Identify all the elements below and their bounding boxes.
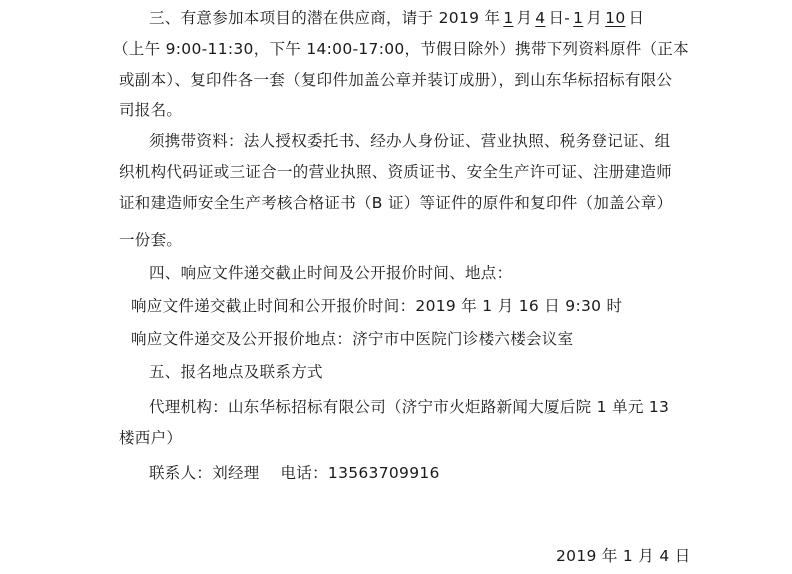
section4-deadline: 响应文件递交截止时间和公开报价时间：2019 年 1 月 16 日 9:30 时 xyxy=(131,297,623,315)
section3-line1 xyxy=(149,8,644,28)
materials-line4: 一份套。 xyxy=(119,231,183,249)
month-char: 月 xyxy=(586,9,603,27)
date-separator: 日- xyxy=(548,9,571,27)
materials-line3: 证和建造师安全生产考核合格证书（B 证）等证件的原件和复印件（加盖公章） xyxy=(119,194,673,212)
agency-line2: 楼西户） xyxy=(119,429,183,447)
end-day: 10 xyxy=(605,9,626,27)
contact-line: 联系人：刘经理 电话：13563709916 xyxy=(149,464,440,482)
section5-heading: 五、报名地点及联系方式 xyxy=(149,363,323,381)
section3-line4: 司报名。 xyxy=(119,101,183,119)
end-month: 1 xyxy=(573,9,584,27)
start-day: 4 xyxy=(535,9,546,27)
section4-location: 响应文件递交及公开报价地点：济宁市中医院门诊楼六楼会议室 xyxy=(131,330,574,348)
materials-line1: 须携带资料：法人授权委托书、经办人身份证、营业执照、税务登记证、组 xyxy=(149,132,671,150)
section3-prefix: 三、有意参加本项目的潜在供应商，请于 2019 年 xyxy=(149,9,501,27)
section3-line2: （上午 9:00-11:30，下午 14:00-17:00，节假日除外）携带下列资料原件（正本 xyxy=(113,40,689,58)
section3-line3: 或副本）、复印件各一套（复印件加盖公章并装订成册），到山东华标招标有限公 xyxy=(119,71,673,89)
agency-line1: 代理机构：山东华标招标有限公司（济宁市火炬路新闻大厦后院 1 单元 13 xyxy=(149,398,670,416)
month-char: 月 xyxy=(516,9,533,27)
section4-heading: 四、响应文件递交截止时间及公开报价时间、地点： xyxy=(149,264,513,282)
start-month: 1 xyxy=(503,9,514,27)
footer-date: 2019 年 1 月 4 日 xyxy=(556,547,691,565)
day-char: 日 xyxy=(628,9,645,27)
materials-line2: 织机构代码证或三证合一的营业执照、资质证书、安全生产许可证、注册建造师 xyxy=(119,163,673,181)
